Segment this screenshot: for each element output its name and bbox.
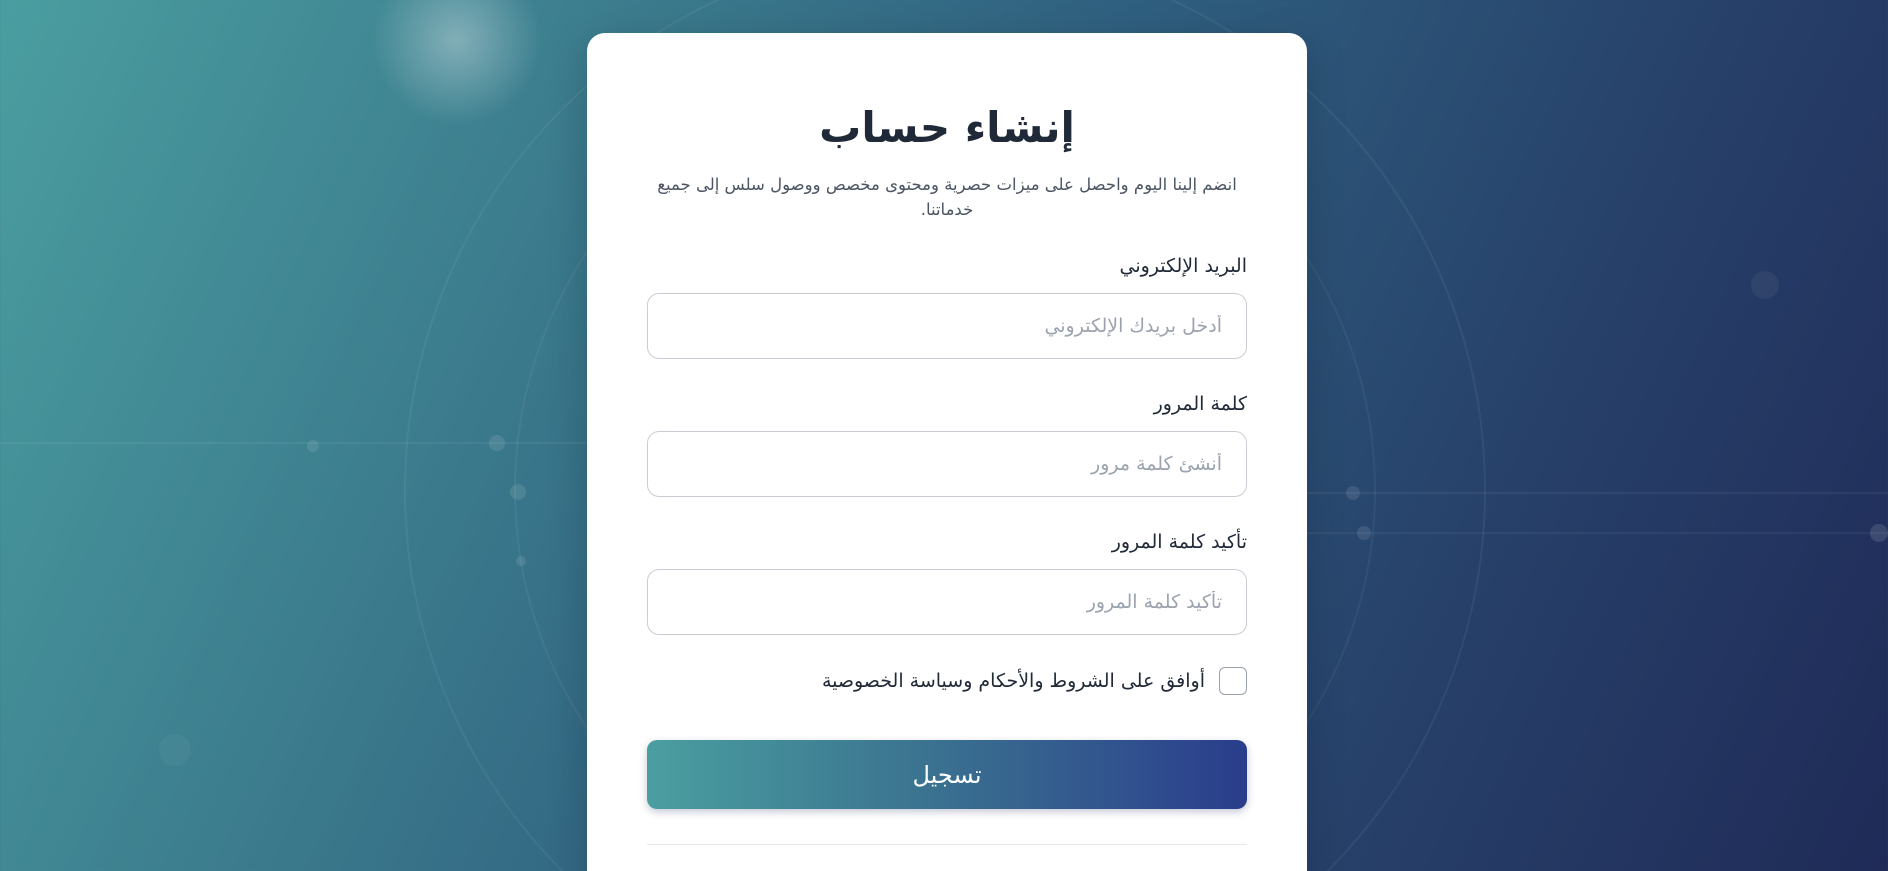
password-label: كلمة المرور — [1153, 393, 1247, 415]
page-title: إنشاء حساب — [819, 103, 1075, 152]
terms-checkbox[interactable] — [1219, 667, 1247, 695]
email-label: البريد الإلكتروني — [1119, 255, 1247, 277]
terms-row — [822, 667, 1247, 695]
signup-card — [587, 33, 1307, 871]
email-field-group — [647, 253, 1247, 359]
email-input[interactable] — [647, 293, 1247, 359]
password-field-group — [647, 391, 1247, 497]
page-subtitle: انضم إلينا اليوم واحصل على ميزات حصرية ومحتوى مخصص ووصول سلس إلى جميع خدماتنا. — [657, 175, 1237, 220]
confirm-password-label: تأكيد كلمة المرور — [1111, 531, 1247, 553]
confirm-password-input[interactable] — [647, 569, 1247, 635]
register-button[interactable]: تسجيل — [647, 740, 1247, 809]
confirm-password-field-group — [647, 529, 1247, 635]
divider — [647, 844, 1247, 845]
terms-label[interactable]: أوافق على الشروط والأحكام وسياسة الخصوصية — [821, 670, 1205, 692]
password-input[interactable] — [647, 431, 1247, 497]
